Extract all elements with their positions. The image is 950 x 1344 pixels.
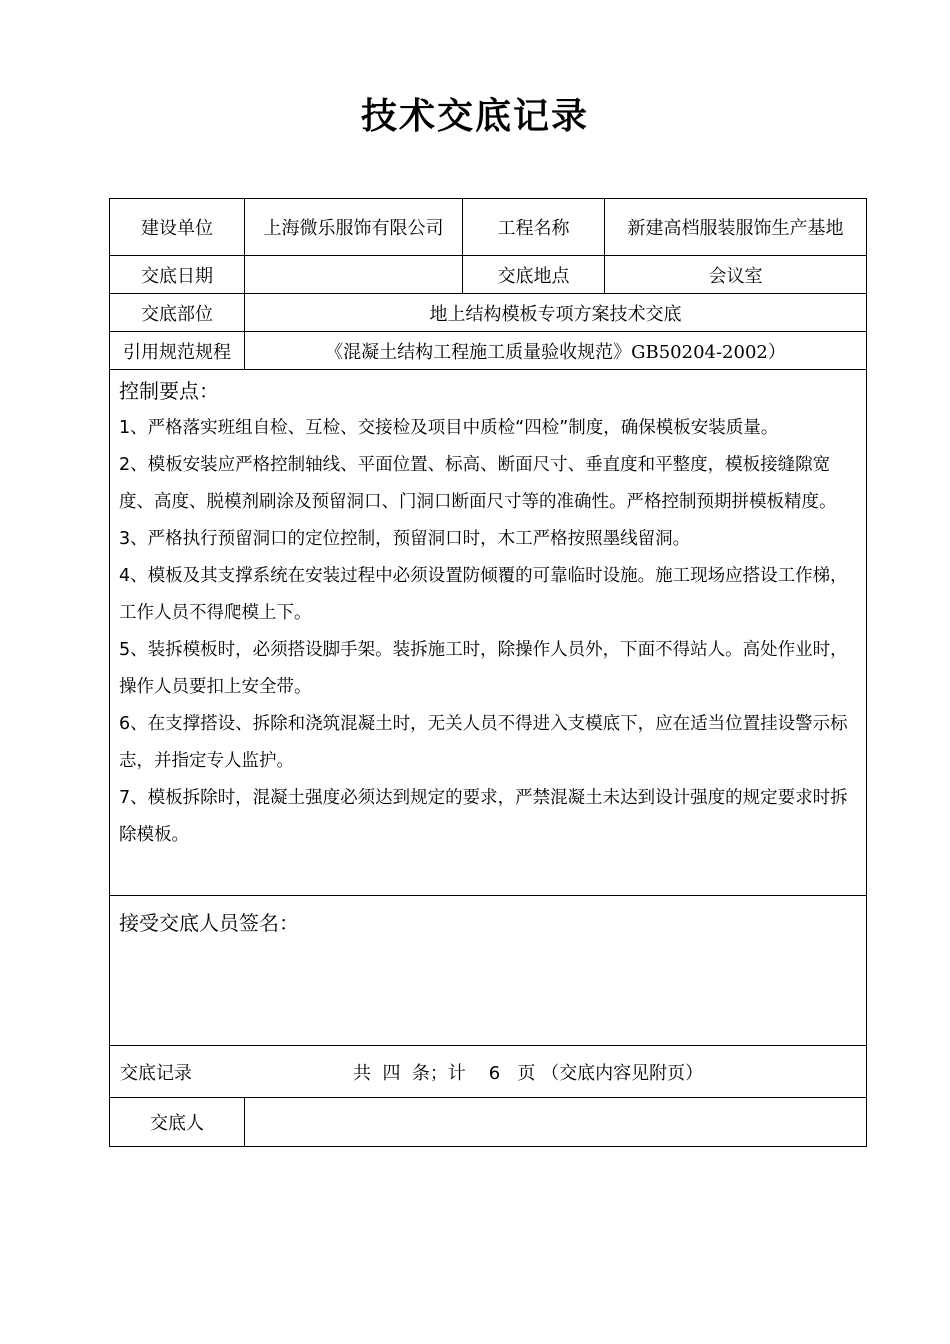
control-points-row xyxy=(110,370,867,896)
signature-row xyxy=(110,896,867,1046)
project-label: 工程名称 xyxy=(463,199,605,256)
signature-cell xyxy=(110,896,867,1046)
control-points-heading: 控制要点： xyxy=(119,379,219,403)
record-summary: 共 四 条；计 6 页 （交底内容见附页） xyxy=(353,1062,704,1084)
person-value xyxy=(245,1098,867,1147)
spec-row xyxy=(110,332,867,370)
record-row xyxy=(110,1046,867,1098)
date-value xyxy=(245,256,463,294)
date-label: 交底日期 xyxy=(110,256,245,294)
control-point-7: 7、模板拆除时，混凝土强度必须达到规定的要求，严禁混凝土未达到设计强度的规定要求时拆除模板。 xyxy=(119,788,848,845)
record-cell xyxy=(110,1046,867,1098)
person-row xyxy=(110,1098,867,1147)
place-label: 交底地点 xyxy=(463,256,605,294)
control-point-2: 2、模板安装应严格控制轴线、平面位置、标高、断面尺寸、垂直度和平整度，模板接缝隙宽度、高度、脱模剂刷涂及预留洞口、门洞口断面尺寸等的准确性。严格控制预期拼模板精度。 xyxy=(119,455,837,512)
unit-project-row xyxy=(110,199,867,256)
person-label: 交底人 xyxy=(110,1098,245,1147)
part-label: 交底部位 xyxy=(110,294,245,332)
unit-value: 上海微乐服饰有限公司 xyxy=(245,199,463,256)
place-value: 会议室 xyxy=(605,256,867,294)
record-label: 交底记录 xyxy=(120,1062,192,1084)
spec-label: 引用规范规程 xyxy=(110,332,245,370)
spec-value: 《混凝土结构工程施工质量验收规范》GB50204-2002） xyxy=(245,332,867,370)
date-place-row xyxy=(110,256,867,294)
part-row xyxy=(110,294,867,332)
disclosure-form-table xyxy=(109,198,867,1147)
signature-heading: 接受交底人员签名： xyxy=(119,911,299,935)
control-point-6: 6、在支撑搭设、拆除和浇筑混凝土时，无关人员不得进入支模底下，应在适当位置挂设警示标志，并指定专人监护。 xyxy=(119,714,848,771)
control-point-3: 3、严格执行预留洞口的定位控制，预留洞口时，木工严格按照墨线留洞。 xyxy=(119,529,691,549)
project-value: 新建高档服装服饰生产基地 xyxy=(605,199,867,256)
control-point-1: 1、严格落实班组自检、互检、交接检及项目中质检“四检”制度，确保模板安装质量。 xyxy=(119,418,779,438)
control-point-5: 5、装拆模板时，必须搭设脚手架。装拆施工时，除操作人员外，下面不得站人。高处作业时，操作人员要扣上安全带。 xyxy=(119,640,848,697)
part-value: 地上结构模板专项方案技术交底 xyxy=(245,294,867,332)
document-title: 技术交底记录 xyxy=(360,96,589,137)
unit-label: 建设单位 xyxy=(110,199,245,256)
control-point-4: 4、模板及其支撑系统在安装过程中必须设置防倾覆的可靠临时设施。施工现场应搭设工作梯，工作人员不得爬模上下。 xyxy=(119,566,848,623)
control-points-cell xyxy=(110,370,867,896)
